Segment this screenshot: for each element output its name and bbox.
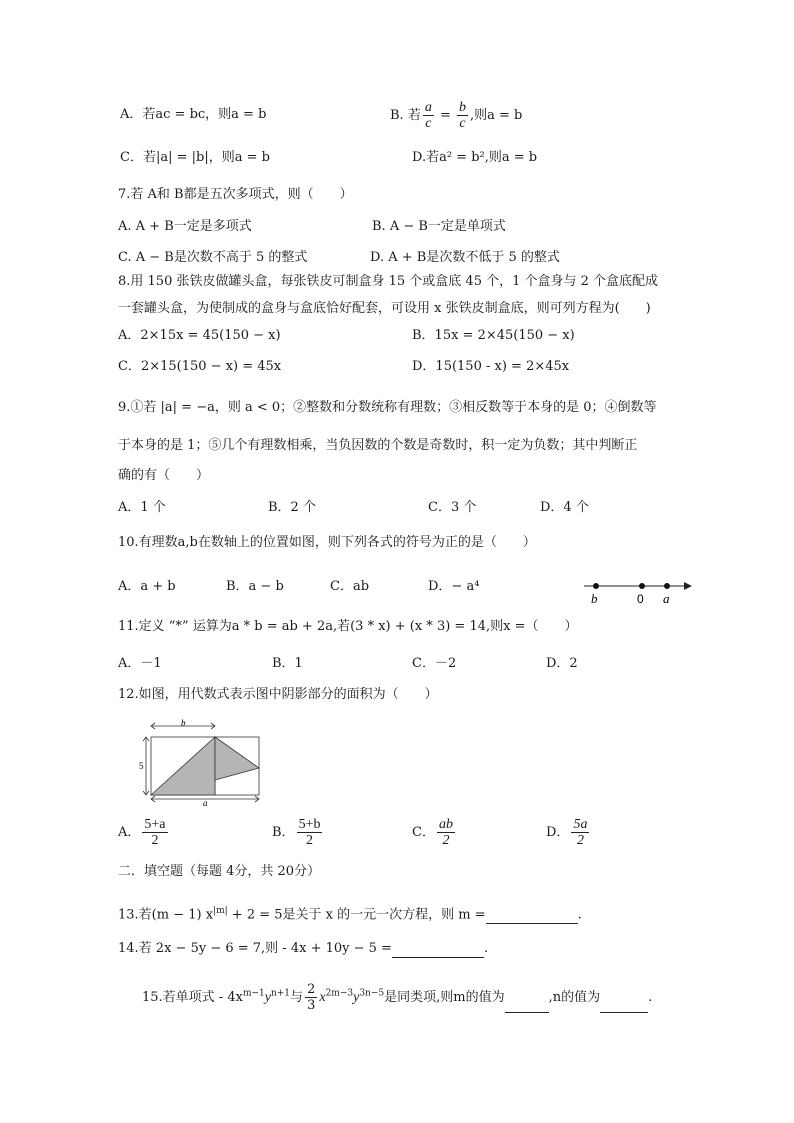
q7-stem: 7.若 A和 B都是五次多项式，则（ ） [118,187,353,202]
q9-option-c: C．3 个 [428,500,477,515]
q7-option-b: B. A − B一定是单项式 [372,219,506,234]
number-line-arrow [684,582,692,590]
q8-option-b: B．15x = 2×45(150 − x) [412,328,575,343]
point-a [664,583,670,589]
q10-stem: 10.有理数a,b在数轴上的位置如图，则下列各式的符号为正的是（ ） [118,535,536,550]
q9-stem-line2: 于本身的是 1；⑤几个有理数相乘，当负因数的个数是奇数时，积一定为负数；其中判断正 [118,438,638,453]
q9-option-d: D．4 个 [540,500,589,515]
q10-option-a: A．a + b [118,579,176,594]
q11-stem: 11.定义 “*” 运算为a * b = ab + 2a,若(3 * x) + (x * 3) = 14,则x =（ ） [118,619,578,634]
q10-option-b: B．a − b [226,579,284,594]
q8-option-c: C．2×15(150 − x) = 45x [118,359,282,374]
q9-stem-line3: 确的有（ ） [118,468,210,483]
q12-option-c: C． $\frac{ab}{2}$ [412,817,453,848]
shaded-triangle-right [215,737,259,780]
section-heading: 二．填空题（每题 4分，共 20分） [118,864,321,879]
q13: 13.若(m − 1) $x^{|m|} + 2 = 5$是关于 x 的一元一次方程，则 m = . [118,906,582,923]
figure-label-a: a [203,798,208,808]
q11-option-d: D．2 [546,656,578,671]
q15: 15.若单项式 - $4x^{m-1}y^{n+1}$与 $\frac{2}{3}$ $x^{2m-3}y^{3n-5}$是同类项,则m的值为 ,n的值为 . [142,982,653,1013]
point-zero [639,583,645,589]
q15-answer-blank-m[interactable] [505,1012,549,1013]
shaded-triangle-left [151,737,215,795]
q10-option-c: C．ab [330,579,370,594]
q8-option-a: A．2×15x = 45(150 − x) [118,328,281,343]
q7-option-a: A. A + B一定是多项式 [118,219,252,234]
q14-answer-blank[interactable] [392,957,484,958]
label-a: a [663,591,670,606]
q8-stem-line2: 一套罐头盒，为使制成的盒身与盒底恰好配套，可设用 x 张铁皮制盒底，则可列方程为( ) [118,301,651,316]
point-b [593,583,599,589]
q6-option-d: D.若a² = b²,则a = b [412,150,538,165]
label-b: b [591,591,598,606]
q6-option-c: C．若|a| = |b|，则a = b [120,150,270,165]
q11-option-c: C．－2 [412,656,457,671]
number-line-figure [580,576,700,606]
q6-option-b: B. 若 $\frac{a}{c}$ = $\frac{b}{c}$ ,则a = b [390,100,523,131]
q13-answer-blank[interactable] [486,923,578,924]
q6-option-a: A．若ac = bc，则a = b [120,107,267,122]
q7-option-c: C. A − B是次数不高于 5 的整式 [118,250,308,265]
q11-option-b: B．1 [272,656,303,671]
q9-stem-line1: 9.①若 |a| = −a，则 a < 0；②整数和分数统称有理数；③相反数等于本身的是 0；④倒数等 [118,400,657,415]
label-zero: 0 [637,592,644,606]
figure-label-b: b [181,718,186,728]
q12-option-d: D． $\frac{5a}{2}$ [546,817,588,848]
figure-label-5: 5 [139,761,144,771]
q14: 14.若 2x − 5y − 6 = 7,则 - 4x + 10y − 5 = . [118,941,489,956]
q12-option-a: A． $\frac{5+a}{2}$ [118,817,166,848]
shaded-area-figure [138,718,268,808]
q11-option-a: A．－1 [118,656,162,671]
q8-option-d: D．15(150 - x) = 2×45x [412,359,570,374]
q9-option-a: A．1 个 [118,500,166,515]
q10-option-d: D．− a⁴ [428,579,480,594]
q15-answer-blank-n[interactable] [600,1012,648,1013]
q8-stem-line1: 8.用 150 张铁皮做罐头盒，每张铁皮可制盒身 15 个或盒底 45 个，1 个盒身与 2 个盒底配成 [118,274,659,289]
q7-option-d: D. A + B是次数不低于 5 的整式 [370,250,560,265]
q12-stem: 12.如图，用代数式表示图中阴影部分的面积为（ ） [118,687,438,702]
q12-option-b: B． $\frac{5+b}{2}$ [272,817,321,848]
q9-option-b: B．2 个 [268,500,316,515]
